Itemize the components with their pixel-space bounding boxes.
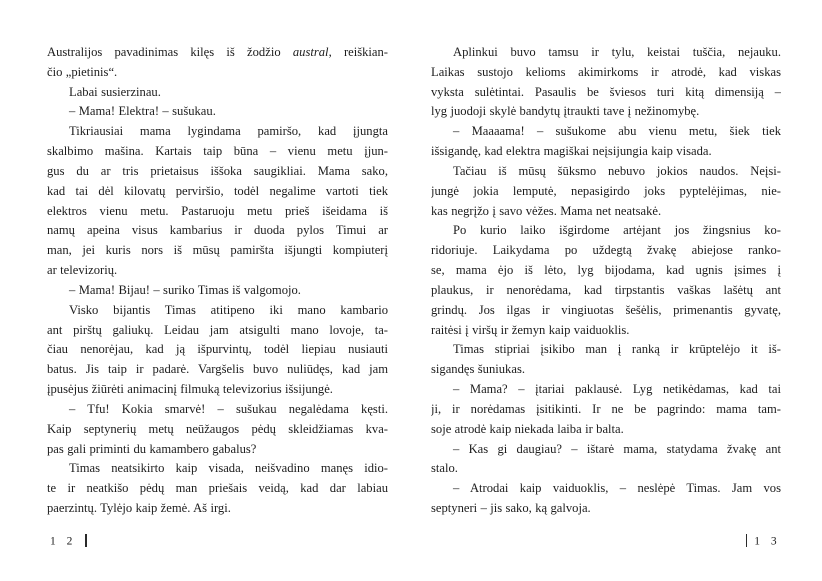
text-line: Aplinkui buvo tamsu ir tylu, keistai tuščia, nejauku. xyxy=(453,45,781,59)
text-line: jungė jokia lemputė, nepasigirdo joks pyptelėjimas, nie- xyxy=(431,183,781,198)
text-line: gus du ar tris prietaisus iššoka saugikliai. Mama sako, xyxy=(47,163,388,178)
text-line: raitėsi į viršų ir žemyn kaip vaiduoklis. xyxy=(431,322,630,337)
text-line: – Mama! Elektra! – sušukau. xyxy=(69,104,216,119)
text-line: ant pirštų galiukų. Leidau jam atsigulti mano lovoje, ta- xyxy=(47,322,388,337)
text-line: plaukus, ir nenorėdama, kad tirpstantis vaškas lašėtų ant xyxy=(431,282,781,297)
text-line: ridoriuje. Laikydama po uždegtą žvakę abiejose ranko- xyxy=(431,243,781,258)
text-line: čiau nenorėjau, kad ją išpurvintų, todėl liepiau nusiauti xyxy=(47,342,388,357)
text-line: Labai susierzinau. xyxy=(69,84,161,99)
text-line: lyg juodoji skylė bandytų įtraukti tave į nežinomybę. xyxy=(431,104,700,119)
page-left-text-column xyxy=(47,43,388,519)
text-line: ar televizorių. xyxy=(47,263,118,278)
text-line: soje atrodė kaip niekada laiba ir balta. xyxy=(431,421,624,436)
text-line: ji, ir norėdamas įsitikinti. Ir ne be pagrindo: mama tam- xyxy=(431,401,781,416)
page-number-right: 1 3 xyxy=(754,535,781,548)
text-line: se, mama ėjo iš lėto, lyg bijodama, kad ugnis įsimes į xyxy=(431,263,781,278)
footer-rule-right xyxy=(746,534,747,547)
text-line: man, jei kuris nors iš mūsų pamiršta išjungti kompiuterį xyxy=(47,243,388,258)
text-line: – Maaaama! – sušukome abu vienu metu, šiek tiek xyxy=(453,124,781,139)
text-line: išsigandę, kad elektra magiškai neįsijungia kaip visada. xyxy=(431,144,712,159)
text-line: Australijos pavadinimas kilęs iš žodžio austral, reiškian- xyxy=(47,45,388,59)
text-line: – Tfu! Kokia smarvė! – sušukau negalėdama kęsti. xyxy=(69,401,388,416)
text-line: septyneri – jis sako, ką galvoja. xyxy=(431,501,591,516)
page-right-text-column xyxy=(431,43,781,519)
page-number-left: 1 2 xyxy=(50,535,77,548)
text-line: batus. Jis taip ir padarė. Vargšelis buvo nuliūdęs, kad jam xyxy=(47,362,388,377)
text-line: Laikas sustojo kelioms akimirkoms ir atrodė, kad viskas xyxy=(431,64,781,79)
text-line: pas gali priminti du kamambero gabalus? xyxy=(47,441,257,456)
text-line: Po kurio laiko išgirdome artėjant jos žingsnius ko- xyxy=(453,223,781,238)
text-line: Timas neatsikirto kaip visada, neišvadino manęs idio- xyxy=(69,461,388,476)
text-line: įpusėjus žiūrėti animacinį filmuką televizorius išsijungė. xyxy=(47,382,333,397)
text-line: vyksta sulėtintai. Pasaulis be šviesos turi kitą dimensiją – xyxy=(431,84,781,99)
text-line: namų apeina visus kambarius ir duoda pylos Timui ar xyxy=(47,223,388,238)
text-line: te ir neatkišo pėdų man priešais veidą, kad dar labiau xyxy=(47,481,388,496)
text-line: – Mama! Bijau! – suriko Timas iš valgomojo. xyxy=(69,282,301,297)
text-line: paerzintų. Tylėjo kaip žemė. Aš irgi. xyxy=(47,501,231,516)
text-line: stalo. xyxy=(431,461,458,476)
page-right-footer xyxy=(746,534,781,550)
text-line: – Mama? – įtariai paklausė. Lyg netikėdamas, kad tai xyxy=(453,382,781,397)
text-line: Tikriausiai mama lygindama pamiršo, kad įjungta xyxy=(69,124,388,139)
text-line: čio „pietinis“. xyxy=(47,64,118,79)
text-line: Tačiau iš mūsų šūksmo nebuvo jokios naudos. Neįsi- xyxy=(453,163,781,178)
page-left-footer xyxy=(50,534,87,550)
text-line: – Atrodai kaip vaiduoklis, – neslėpė Timas. Jam vos xyxy=(453,481,781,496)
text-line: Visko bijantis Timas atitipeno iki mano kambario xyxy=(69,302,388,317)
text-line: grindų. Jos ilgas ir vingiuotas šešėlis, primenantis gyvatę, xyxy=(431,302,781,317)
text-line: kas negrįžo į savo vėžes. Mama net neatsakė. xyxy=(431,203,662,218)
text-line: Timas stipriai įsikibo man į ranką ir krūptelėjo it iš- xyxy=(453,342,781,357)
text-line: skalbimo mašina. Kartais taip būna – vienu metu įjun- xyxy=(47,144,388,159)
text-line: Kaip septynerių metų neūžaugos pėdų skleidžiamas kva- xyxy=(47,421,388,436)
text-line: kad tai dėl kilovatų perviršio, todėl negalime vartoti tiek xyxy=(47,183,388,198)
footer-rule-left xyxy=(85,534,86,547)
text-line: sigandęs šuniukas. xyxy=(431,362,525,377)
text-line: – Kas gi daugiau? – ištarė mama, statydama žvakę ant xyxy=(453,441,781,456)
text-line: elektros vienu metu. Pastaruoju metu prieš išeidama iš xyxy=(47,203,388,218)
